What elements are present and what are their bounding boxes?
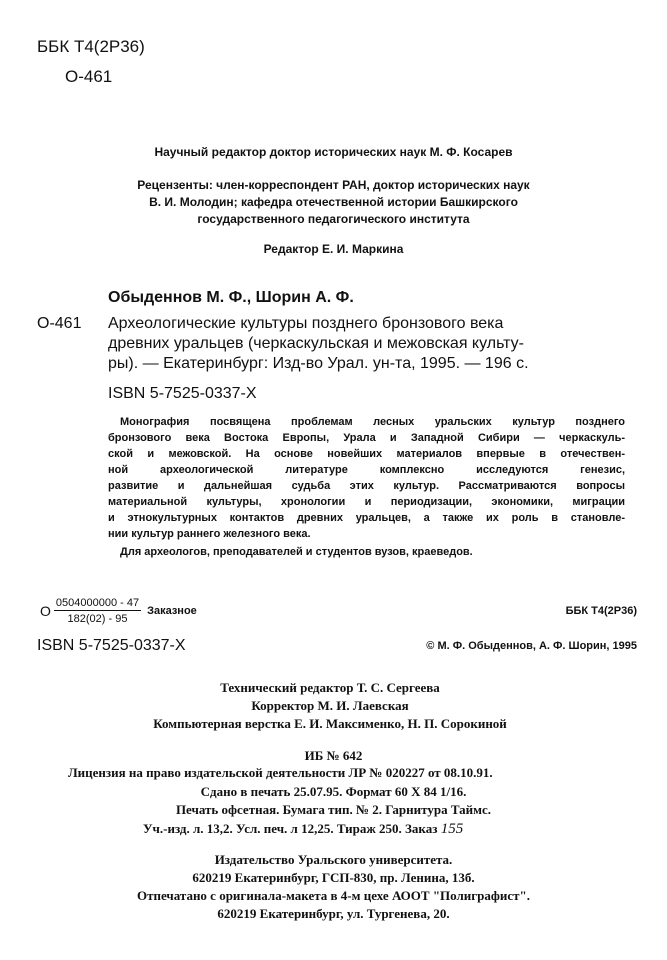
index-bbk: ББК Т4(2Р36) — [565, 605, 637, 617]
index-fraction — [40, 597, 197, 625]
abstract-line: ной археологической литературе комплексно исследуются генезис, — [108, 464, 625, 476]
authors: Обыденнов М. Ф., Шорин А. Ф. — [108, 289, 354, 306]
ib-number: ИБ № 642 — [304, 748, 363, 763]
index-denominator: 182(02) - 95 — [67, 613, 128, 625]
abstract-line: развитие и дальнейшая судьба этих культур. Рассматриваются вопросы — [108, 480, 625, 492]
volume-text: Уч.-изд. л. 13,2. Усл. печ. л 12,25. Тираж 250. Заказ — [143, 821, 438, 836]
reviewers-line: Рецензенты: член-корреспондент РАН, доктор исторических наук — [137, 178, 530, 192]
title-line: древних уральцев (черкаскульская и межовская культу- — [108, 335, 525, 352]
layout-credit: Компьютерная верстка Е. И. Максименко, Н. П. Сорокиной — [153, 716, 507, 731]
publisher-name: Издательство Уральского университета. — [214, 852, 453, 867]
license: Лицензия на право издательской деятельности ЛР № 020227 от 08.10.91. — [68, 765, 493, 780]
index-prefix: О — [40, 603, 51, 619]
catalog-code: О-461 — [37, 315, 82, 332]
print-info: Печать офсетная. Бумага тип. № 2. Гарнитура Таймс. — [175, 802, 492, 817]
tech-editor: Технический редактор Т. С. Сергеева — [220, 680, 440, 695]
catalog-isbn: ISBN 5-7525-0337-X — [108, 385, 257, 402]
abstract-line: ской и межовской. На основе новейших материалов впервые в отечествен- — [108, 448, 625, 460]
isbn: ISBN 5-7525-0337-X — [37, 637, 186, 654]
volume — [143, 822, 463, 837]
copyright: © М. Ф. Обыденнов, А. Ф. Шорин, 1995 — [426, 640, 637, 652]
printed-by: Отпечатано с оригинала-макета в 4-м цехе АООТ "Полиграфист". — [136, 888, 531, 903]
catalog-code-header: О-461 — [65, 67, 113, 86]
abstract-line: бронзового века Востока Европы, Урала и Западной Сибири — черкаскуль- — [108, 432, 625, 444]
editor: Редактор Е. И. Маркина — [263, 242, 404, 256]
corrector: Корректор М. И. Лаевская — [251, 698, 409, 713]
print-date: Сдано в печать 25.07.95. Формат 60 X 84 1/16. — [200, 784, 467, 799]
publisher-address: 620219 Екатеринбург, ГСП-830, пр. Ленина, 13б. — [192, 870, 475, 885]
title-line: ры). — Екатеринбург: Изд-во Урал. ун-та, 1995. — 196 с. — [108, 355, 529, 372]
reviewers-line: В. И. Молодин; кафедра отечественной истории Башкирского — [149, 195, 518, 209]
audience: Для археологов, преподавателей и студентов вузов, краеведов. — [120, 546, 473, 558]
index-note: Заказное — [147, 605, 197, 617]
abstract-line: и этнокультурных контактов древних уральцев, а также их роль в становле- — [108, 512, 625, 524]
order-number-handwritten: 155 — [440, 821, 464, 837]
abstract-line: Монография посвящена проблемам лесных уральских культур позднего — [120, 416, 625, 428]
reviewers-line: государственного педагогического института — [197, 212, 470, 226]
printer-address: 620219 Екатеринбург, ул. Тургенева, 20. — [217, 906, 450, 921]
title-line: Археологические культуры позднего бронзового века — [108, 315, 504, 332]
index-numerator: 0504000000 - 47 — [55, 597, 140, 609]
abstract-line: материальной культуры, хронологии и периодизации, экономики, миграции — [108, 496, 625, 508]
bbk-header: ББК Т4(2Р36) — [37, 37, 145, 56]
abstract-line: нии культур раннего железного века. — [108, 528, 311, 540]
scientific-editor: Научный редактор доктор исторических наук М. Ф. Косарев — [154, 145, 513, 159]
